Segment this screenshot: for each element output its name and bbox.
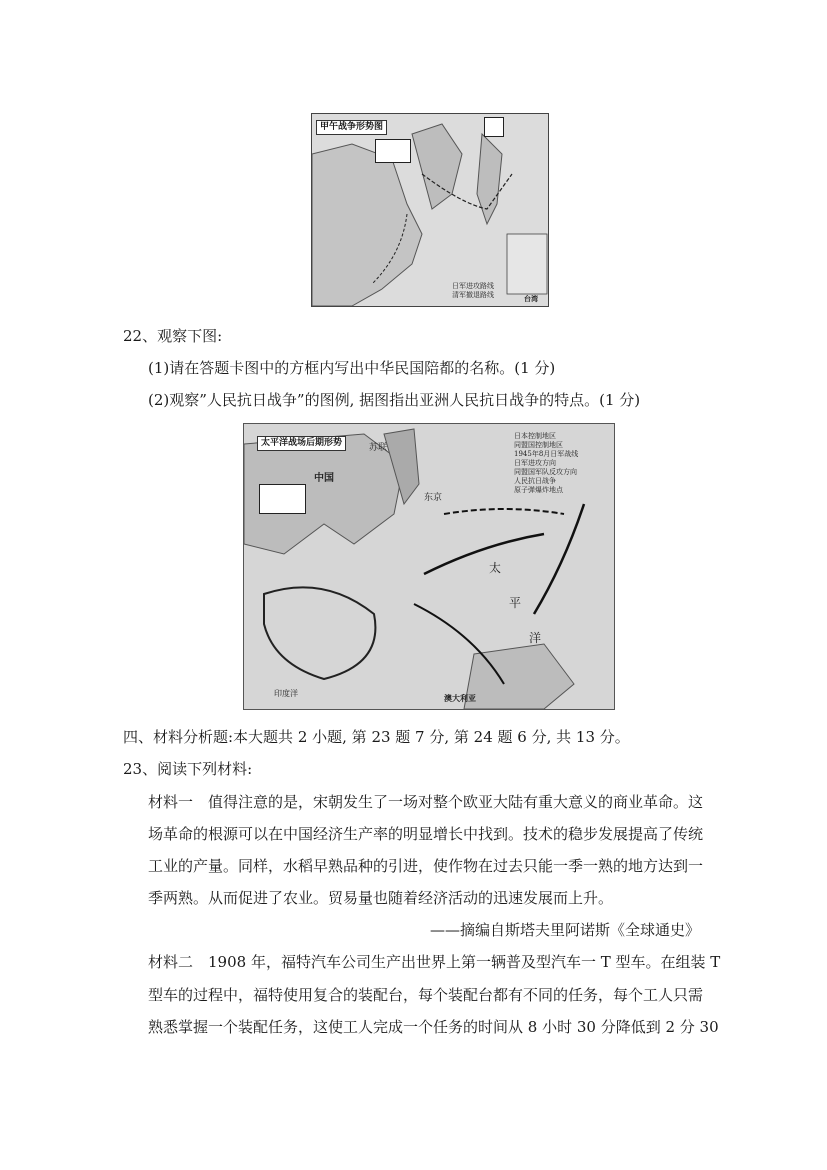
map2-answer-box [259,484,306,514]
map2-legend-item: 日本控制地区 [514,432,556,440]
map1-answer-box [375,139,411,163]
q22-sub2: (2)观察”人民抗日战争”的图例, 据图指出亚洲人民抗日战争的特点。(1 分) [148,391,641,409]
map1-legend [452,282,494,300]
map2-label: 洋 [529,631,542,645]
map1-legend-item: 日军进攻路线 [452,282,494,290]
q22-sub1: (1)请在答题卡图中的方框内写出中华民国陪都的名称。(1 分) [148,359,556,377]
map2-label: 太 [489,561,502,575]
q23-material1-line: 材料一 值得注意的是，宋朝发生了一场对整个欧亚大陆有重大意义的商业革命。这 [148,793,704,811]
q23-material2-line: 型车的过程中，福特使用复合的装配台，每个装配台都有不同的任务，每个工人只需 [148,986,704,1004]
map2-legend-item: 原子弹爆炸地点 [514,486,563,494]
map-sino-japanese-war [311,113,549,307]
map1-legend-item: 清军撤退路线 [452,291,494,299]
map-pacific-war [243,423,615,710]
q23-material1-line: 场革命的根源可以在中国经济生产率的明显增长中找到。技术的稳步发展提高了传统 [148,825,704,843]
q23-material2-line: 熟悉掌握一个装配任务，这使工人完成一个任务的时间从 8 小时 30 分降低到 2 分 30 [148,1018,719,1036]
q23-heading: 23、阅读下列材料: [123,760,253,778]
q23-material1-source: ——摘编自斯塔夫里阿诺斯《全球通史》 [429,921,700,939]
map2-title: 太平洋战场后期形势 [257,436,346,451]
map2-legend-item: 同盟国控制地区 [514,441,563,449]
map2-label: 中国 [314,473,334,484]
map2-legend [514,432,578,495]
map1-title: 甲午战争形势图 [316,120,387,135]
map2-label: 东京 [424,493,443,503]
q23-material1-line: 工业的产量。同样，水稻早熟品种的引进，使作物在过去只能一季一熟的地方达到一 [148,857,704,875]
map2-legend-item: 同盟国军队反攻方向 [514,468,577,476]
map2-label: 平 [509,596,522,610]
section4-heading: 四、材料分析题:本大题共 2 小题, 第 23 题 7 分, 第 24 题 6 分, 共 13 分。 [123,728,630,746]
map2-legend-item: 人民抗日战争 [514,477,556,485]
map1-answer-box-2 [484,117,504,137]
map1-drawing [312,114,548,306]
map2-legend-item: 日军进攻方向 [514,459,556,467]
map1-corner-label: 台湾 [524,294,538,303]
map2-label: 苏联 [369,443,388,453]
q23-material1-line: 季两熟。从而促进了农业。贸易量也随着经济活动的迅速发展而上升。 [148,889,614,907]
q23-material2-line: 材料二 1908 年，福特汽车公司生产出世界上第一辆普及型汽车一 T 型车。在组装 T [148,953,721,971]
map2-legend-item: 1945年8月日军战线 [514,450,579,458]
q22-heading: 22、观察下图: [123,327,223,345]
map2-label: 澳大利亚 [444,693,476,703]
map2-label: 印度洋 [274,689,298,698]
